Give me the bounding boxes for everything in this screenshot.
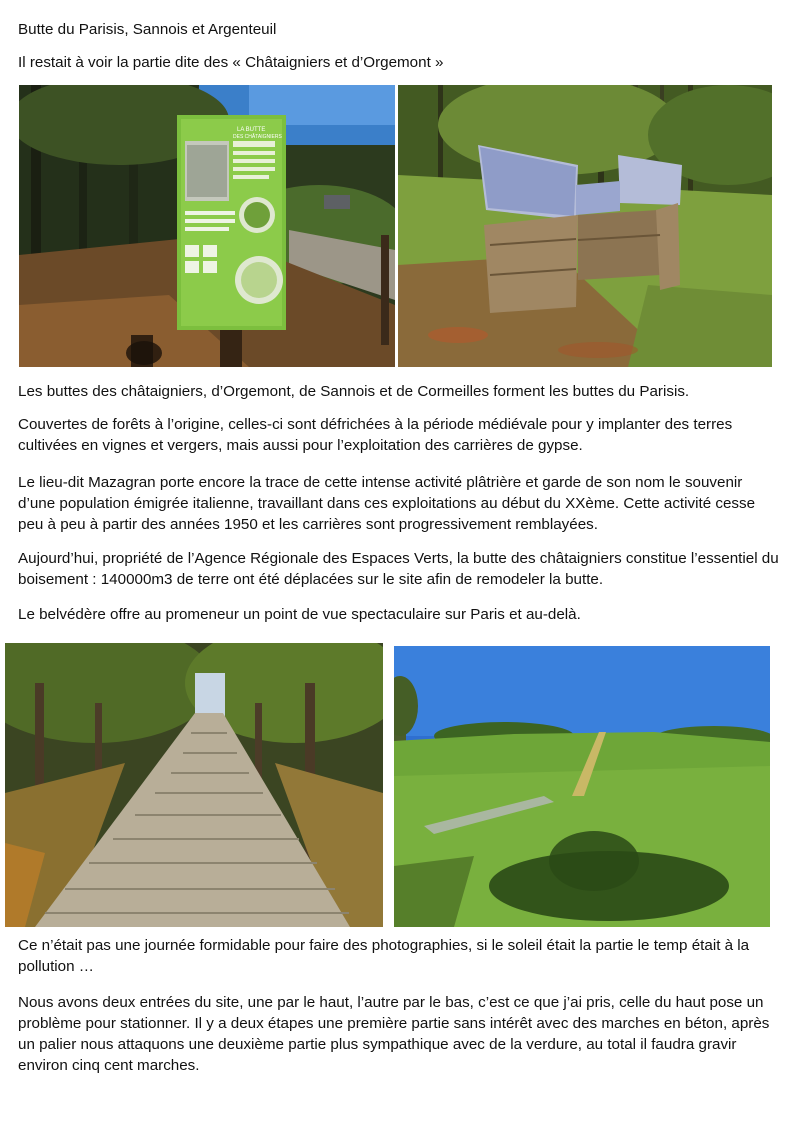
intro-text: Il restait à voir la partie dite des « Châtaigniers et d’Orgemont » bbox=[18, 54, 444, 71]
photo-concrete-stairs bbox=[5, 643, 383, 927]
paragraph-mazagran: Le lieu-dit Mazagran porte encore la trace de cette intense activité plâtrière et garde de son nom le souvenir d’une population émigrée italienne, travaillant dans ces exploitations au début du XXème. Cette activité cesse peu à peu à partir des années 1950 et les carrières sont progressivement remblayées. bbox=[18, 474, 756, 533]
page-title: Butte du Parisis, Sannois et Argenteuil bbox=[18, 21, 277, 38]
sign-title-line2: DES CHÂTAIGNIERS bbox=[233, 134, 282, 140]
photo-grassy-hill bbox=[394, 646, 770, 927]
sign-title-line1: LA BUTTE bbox=[237, 127, 266, 133]
photo-information-sign bbox=[19, 85, 395, 367]
paragraph-forets: Couvertes de forêts à l’origine, celles-ci sont défrichées à la période médiévale pour y implanter des terres cultivées en vignes et vergers, mais aussi pour l’exploitation des carrières de gypse. bbox=[18, 416, 733, 454]
photo-orientation-table bbox=[398, 85, 772, 367]
paragraph-belvedere: Le belvédère offre au promeneur un point de vue spectaculaire sur Paris et au-delà. bbox=[18, 606, 581, 623]
paragraph-buttes: Les buttes des châtaigniers, d’Orgemont, de Sannois et de Cormeilles forment les buttes du Parisis. bbox=[18, 383, 690, 400]
paragraph-journee: Ce n’était pas une journée formidable pour faire des photographies, si le soleil était la partie le temp était à la pollution … bbox=[18, 937, 750, 975]
paragraph-agence: Aujourd’hui, propriété de l’Agence Régionale des Espaces Verts, la butte des châtaigniers constitue l’essentiel du boisement : 140000m3 de terre ont été déplacées sur le site afin de remodeler la butte. bbox=[18, 550, 779, 588]
paragraph-entrees: Nous avons deux entrées du site, une par le haut, l’autre par le bas, c’est ce que j’ai pris, celle du haut pose un problème pour stationner. Il y a deux étapes une première partie sans intérêt avec des marches en béton, après un palier nous attaquons une deuxième partie plus sympathique avec de la verdure, au total il faudra gravir environ cinq cent marches. bbox=[18, 994, 770, 1074]
